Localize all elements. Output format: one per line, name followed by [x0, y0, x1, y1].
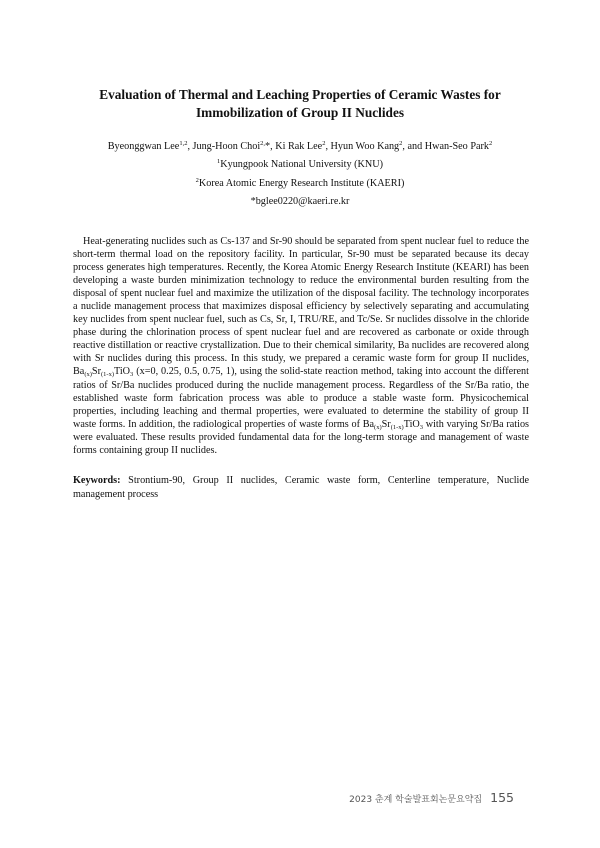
- chemical-formula: [73, 366, 133, 377]
- chemical-formula: [363, 419, 423, 430]
- abstract-text: with varying Sr/Ba ratios were evaluated. These results provided fundamental data for the long-term storage and management of waste forms containing group II nuclides.: [73, 418, 529, 456]
- formula-subscript: 3: [419, 423, 424, 431]
- formula-element: Ba: [362, 418, 375, 430]
- author-list: [60, 140, 540, 154]
- keywords-label: Keywords:: [73, 475, 121, 486]
- affiliation-2: [60, 177, 540, 191]
- author-separator: , and: [402, 141, 425, 152]
- formula-subscript: (1-x): [100, 371, 114, 379]
- abstract-text: (x=0, 0.25, 0.5, 0.75, 1), using the solid-state reaction method, taking into account the different ratios of Sr/Ba nuclides produced during the nuclide management process. Regardless of the Sr/Ba ratio, the established waste form fabrication process was able to produce a stable waste form. Physicochemical properties, including leaching and thermal properties, were evaluated to determine the stability of group II waste forms. In addition, the radiological properties of waste forms of: [73, 366, 529, 430]
- affiliation-1: [60, 158, 540, 172]
- proceedings-label: 2023 춘계 학술발표회논문요약집: [349, 795, 483, 805]
- author-affiliation-mark: 2: [489, 140, 493, 147]
- abstract: [73, 235, 529, 457]
- page-number: 155: [490, 790, 514, 805]
- formula-subscript: 3: [130, 371, 134, 379]
- author-name: Ki Rak Lee: [275, 141, 323, 152]
- author-name: Hyun Woo Kang: [330, 141, 400, 152]
- corresponding-email: *bglee0220@kaeri.re.kr: [250, 196, 350, 207]
- title-line-2: Immobilization of Group II Nuclides: [195, 105, 405, 120]
- formula-subscript: (x): [374, 423, 382, 431]
- page-footer: [349, 790, 514, 805]
- author-affiliation-mark: 1,2: [179, 140, 188, 147]
- paper-title: [60, 86, 540, 122]
- author-separator: ,: [325, 141, 331, 152]
- affiliation-text: Korea Atomic Energy Research Institute (KAERI): [198, 178, 405, 189]
- affiliation-number: 1: [217, 158, 221, 165]
- formula-element: Ba: [73, 366, 85, 378]
- affiliation-number: 2: [195, 177, 199, 184]
- formula-subscript: (1-x): [390, 423, 404, 431]
- keywords: [73, 474, 529, 501]
- author-affiliation-mark: 2,: [260, 140, 266, 147]
- formula-element: Sr: [381, 418, 391, 430]
- abstract-text: Heat-generating nuclides such as Cs-137 and Sr-90 should be separated from spent nuclear fuel to reduce the short-term thermal load on the repository facility. In particular, Sr-90 must be separated because its decay process generates high temperatures. Recently, the Korea Atomic Energy Research Institute (KEARI) has been developing a waste burden minimization technology to reduce the environmental burden resulting from the disposal of spent nuclear fuel and maximize the utilization of the disposal facility. The technology incorporates a nuclide management process that maximizes disposal efficiency by selectively separating and accumulating key nuclides from spent nuclear fuel, such as Cs, Sr, I, TRU/RE, and Tc/Se. Sr nuclides dissolve in the chloride phase during the chlorination process of spent nuclear fuel and are recovered as carbonate or oxide through reactive distillation or reactive crystallization. Due to their chemical similarity, Ba nuclides are recovered along with Sr nuclides during this process. In this study, we prepared a ceramic waste form for group II nuclides,: [73, 236, 529, 365]
- formula-element: TiO: [113, 366, 131, 378]
- author-affiliation-mark: 2: [399, 140, 403, 147]
- affiliation-text: Kyungpook National University (KNU): [220, 159, 383, 170]
- formula-subscript: (x): [84, 371, 92, 379]
- author-affiliation-mark: 2: [322, 140, 326, 147]
- author-name: Jung-Hoon Choi: [192, 141, 261, 152]
- corresponding-author-mark: *: [265, 141, 271, 152]
- author-separator: ,: [187, 141, 193, 152]
- keywords-text: Strontium-90, Group II nuclides, Ceramic waste form, Centerline temperature, Nuclide management process: [73, 475, 529, 500]
- author-separator: ,: [270, 141, 276, 152]
- formula-element: TiO: [403, 418, 420, 430]
- author-name: Hwan-Seo Park: [424, 141, 489, 152]
- title-line-1: Evaluation of Thermal and Leaching Properties of Ceramic Wastes for: [99, 87, 501, 102]
- author-name: Byeonggwan Lee: [107, 141, 180, 152]
- formula-element: Sr: [91, 366, 101, 378]
